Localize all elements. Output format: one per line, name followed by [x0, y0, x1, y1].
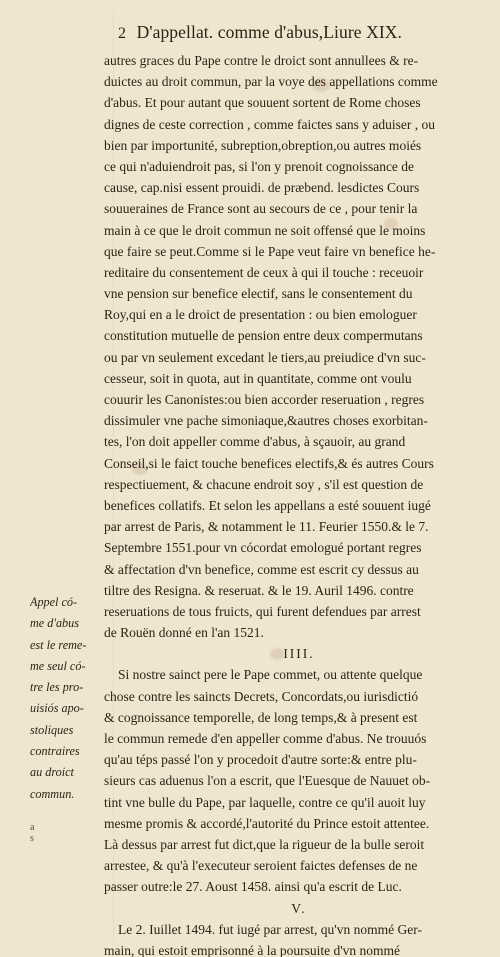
text-line: couurir les Canonistes:ou bien accorder reseruation , regres [104, 392, 425, 407]
marginal-note-line: stoliques [30, 722, 74, 737]
text-line: Le 2. Iuillet 1494. fut iugé par arrest, qu'vn nommé Ger- [118, 921, 422, 937]
text-line: passer outre:le 27. Aoust 1458. ainsi qu'a escrit de Luc. [104, 879, 402, 895]
text-line: bien par importunité, subreption,obreption,ou autres moiés [104, 137, 422, 153]
text-line: reseruations de tous fruicts, qui furent defendues par arrest [104, 603, 421, 619]
text-line: mesme promis & accordé,l'autorité du Prince estoit attentee. [104, 815, 430, 831]
text-line: autres graces du Pape contre le droict sont annullees & re- [104, 53, 419, 68]
marginal-note-line: commun. [30, 786, 75, 801]
text-line: que faire se peut.Comme si le Pape veut faire vn benefice he- [104, 243, 436, 259]
text-line: souueraines de France sont au secours de ce , pour tenir la [104, 201, 418, 217]
text-line: tes, l'on doit appeller comme d'abus, à sçauoir, au grand [104, 434, 406, 450]
marginal-note-line: au droict [30, 765, 74, 780]
text-line: Conseil,si le faict touche benefices electifs,& és autres Cours [104, 455, 434, 471]
marginal-note-line: me d'abus [30, 616, 79, 631]
running-title: D'appellat. comme d'abus,Liure XIX. [136, 22, 403, 42]
text-line: dissimuler vne pache simoniaque,&autres choses exorbitan- [104, 413, 428, 429]
running-header [118, 22, 500, 44]
margin-scrap-line: s [30, 833, 34, 844]
text-line: d'abus. Et pour autant que souuent sortent de Rome choses [104, 95, 421, 111]
text-line: tint vne bulle du Pape, par laquelle, contre ce qu'il auoit luy [104, 794, 426, 810]
text-line: & affectation d'vn benefice, comme est escrit cy dessus au [104, 561, 419, 577]
marginal-note [30, 592, 110, 805]
marginal-note-line: me seul có- [30, 658, 86, 673]
text-line: Si nostre sainct pere le Pape commet, ou attente quelque [118, 667, 423, 683]
text-line: main à ce que le droit commun ne soit offensé que le moins [104, 222, 426, 238]
text-line: dignes de ceste correction , comme faictes sans y aduiser , ou [104, 116, 436, 132]
text-line: Septembre 1551.pour vn cócordat emologué portant regres [104, 540, 422, 556]
body-text [104, 50, 500, 957]
text-line: cesseur, soit in quota, aut in quantitate, comme ont voulu [104, 370, 412, 386]
text-line: ce qui n'aduiendroit pas, si l'on y prenoit cognoissance de [104, 158, 415, 174]
section-numeral: V. [291, 900, 307, 916]
text-line: qu'au téps passé l'on y procedoit d'autre sorte:& entre plu- [104, 752, 417, 768]
text-line: de Rouën donné en l'an 1521. [104, 625, 264, 641]
text-line: Là dessus par arrest fut dict,que la rigueur de la bulle seroit [104, 836, 425, 852]
text-line: par arrest de Paris, & notamment le 11. Feurier 1550.& le 7. [104, 519, 429, 535]
margin-scrap [30, 822, 34, 844]
text-line: reditaire du consentement de ceux à qui il touche : receuoir [104, 264, 424, 280]
marginal-note-line: contraires [30, 744, 80, 759]
marginal-note-line: est le reme- [30, 637, 87, 652]
text-line: main, qui estoit emprisonné à la poursuite d'vn nommé [104, 942, 401, 957]
marginal-note-line: Appel có- [30, 595, 78, 609]
text-line: le commun remede d'en appeller comme d'abus. Ne trouuós [104, 731, 427, 746]
text-line: constitution mutuelle de pension entre deux compermutans [104, 328, 423, 344]
text-line: chose contre les saincts Decrets, Concordats,ou iurisdictió [104, 688, 419, 704]
text-line: vne pension sur benefice electif, sans le consentement du [104, 286, 413, 302]
text-line: arrestee, & qu'à l'executeur seroient faictes defenses de ne [104, 858, 418, 874]
marginal-note-line: tre les pro- [30, 680, 84, 695]
text-line: & cognoissance temporelle, de long temps,& à present est [104, 709, 418, 725]
text-line: respectiuement, & chacune endroit soy , s'il est question de [104, 476, 424, 492]
text-line: tiltre des Resigna. & reseruat. & le 19. Auril 1496. contre [104, 582, 414, 598]
text-line: Roy,qui en a le droict de presentation : ou bien emologuer [104, 307, 417, 323]
text-line: cause, cap.nisi essent prouidi. de præbend. lesdictes Cours [104, 180, 420, 196]
section-numeral: IIII. [283, 646, 315, 662]
marginal-note-line: uisiós apo- [30, 701, 84, 716]
text-line: benefices collatifs. Et selon les appellans a esté souuent iugé [104, 497, 431, 513]
text-line: duictes au droit commun, par la voye des appellations comme [104, 74, 438, 90]
text-line: sieurs cas aduenus l'on a escrit, que l'Euesque de Nauuet ob- [104, 773, 431, 789]
margin-scrap-line: a [30, 822, 35, 833]
text-line: ou par vn seulement excedant le tiers,au preiudice d'vn suc- [104, 349, 426, 365]
page-number: 2 [118, 25, 127, 42]
